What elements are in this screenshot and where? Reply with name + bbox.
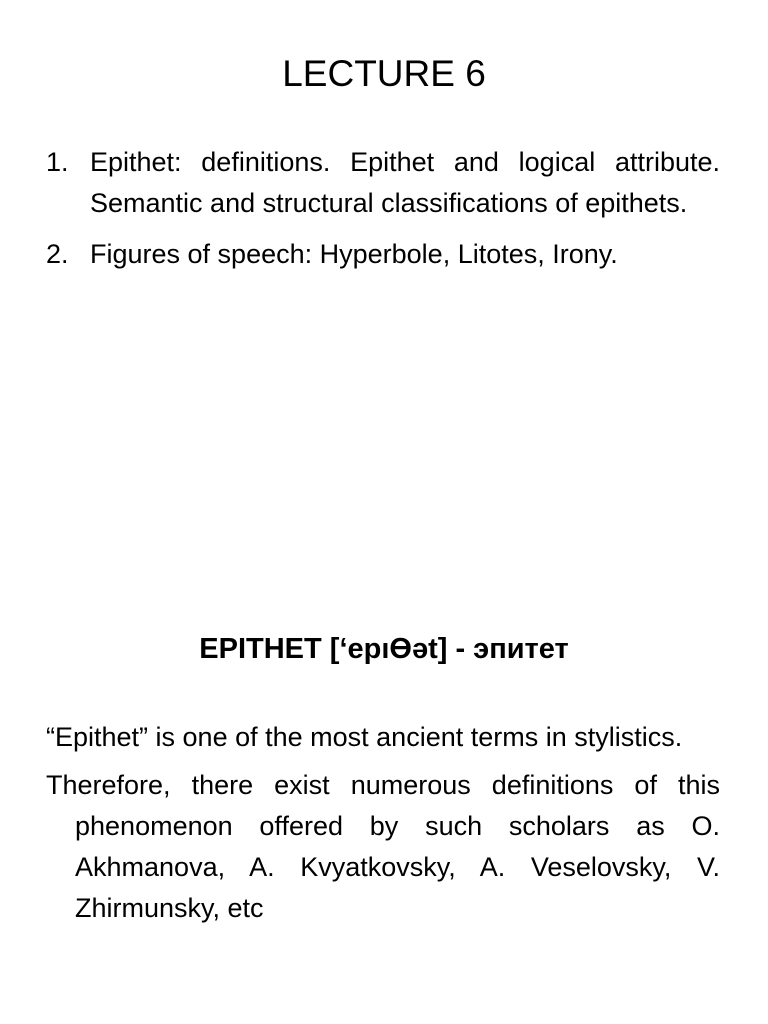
outline-item-number: 1. — [46, 147, 69, 177]
lecture-title: LECTURE 6 — [282, 53, 486, 94]
epithet-body — [46, 717, 720, 936]
lecture-outline — [46, 142, 720, 285]
epithet-heading: EPITHET [‘epıϴət] - эпитет — [199, 633, 569, 665]
outline-item-text: Epithet: definitions. Epithet and logical attribute. Semantic and structural classifications of epithets. — [90, 147, 720, 218]
body-paragraph: Therefore, there exist numerous definitions of this phenomenon offered by such scholars as O. Akhmanova, A. Kvyatkovsky, A. Veselovsky, V. Zhirmunsky, etc — [46, 770, 720, 923]
body-paragraph: “Epithet” is one of the most ancient terms in stylistics. — [46, 722, 683, 752]
outline-item-number: 2. — [46, 239, 69, 269]
slide-epithet — [0, 512, 768, 1024]
outline-item — [46, 142, 720, 224]
outline-item-text: Figures of speech: Hyperbole, Litotes, Irony. — [90, 239, 618, 269]
outline-item — [46, 234, 720, 275]
